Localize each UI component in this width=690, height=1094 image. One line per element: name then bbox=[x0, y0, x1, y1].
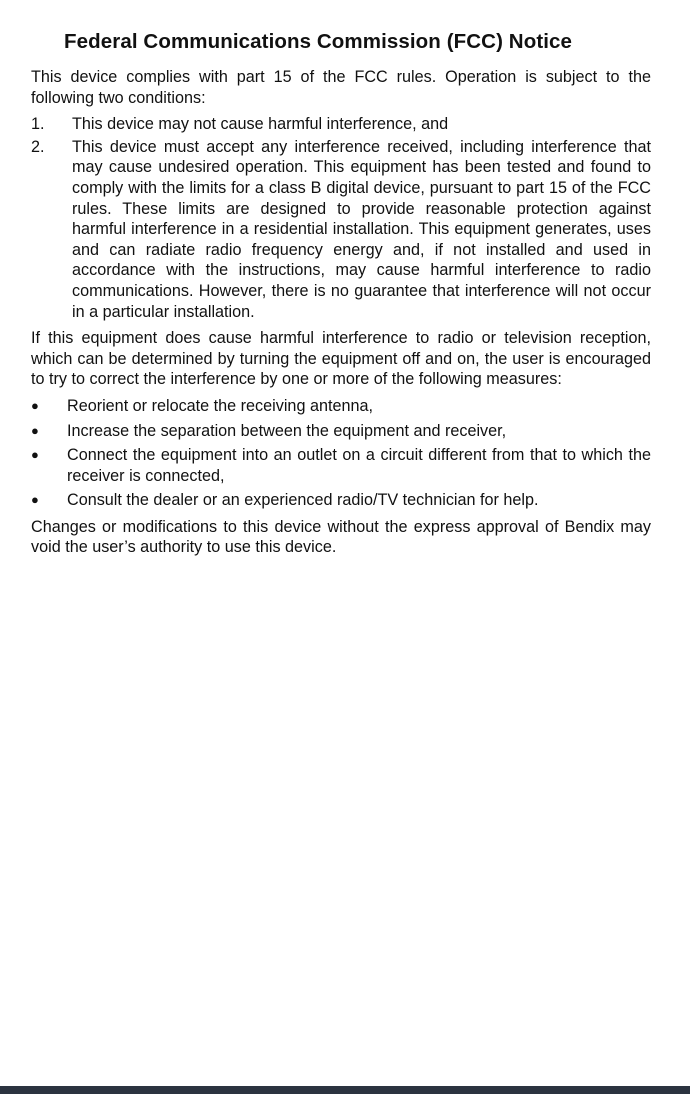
conditions-list bbox=[31, 114, 651, 322]
bullet-icon: ● bbox=[31, 422, 39, 438]
measure-item-1 bbox=[31, 396, 651, 417]
intro-paragraph: This device complies with part 15 of the FCC rules. Operation is subject to the following two conditions: bbox=[31, 68, 651, 107]
measure-text: Consult the dealer or an experienced radio/TV technician for help. bbox=[67, 491, 539, 510]
condition-number: 1. bbox=[31, 115, 45, 134]
condition-text: This device must accept any interference received, including interference that may cause undesired operation. This equipment has been tested and found to comply with the limits for a class B digital device, pursuant to part 15 of the FCC rules. These limits are designed to provide reasonable protection against harmful interference in a residential installation. This equipment generates, uses and can radiate radio frequency energy and, if not installed and used in accordance with the instructions, may cause harmful interference to radio communications. However, there is no guarantee that interference will not occur in a particular installation. bbox=[72, 137, 651, 321]
measure-text: Reorient or relocate the receiving antenna, bbox=[67, 396, 373, 415]
condition-item-1 bbox=[31, 114, 651, 135]
measure-item-3 bbox=[31, 445, 651, 486]
condition-text: This device may not cause harmful interference, and bbox=[72, 115, 449, 134]
bullet-icon: ● bbox=[31, 397, 39, 413]
condition-number: 2. bbox=[31, 137, 45, 156]
measure-item-2 bbox=[31, 421, 651, 442]
measures-intro-paragraph: If this equipment does cause harmful interference to radio or television reception, which can be determined by turning the equipment off and on, the user is encouraged to try to correct the interference by one or more of the following measures: bbox=[31, 329, 651, 389]
bullet-icon: ● bbox=[31, 447, 39, 463]
condition-item-2 bbox=[31, 137, 651, 322]
bullet-icon: ● bbox=[31, 492, 39, 508]
measures-list bbox=[31, 396, 651, 511]
closing-paragraph: Changes or modifications to this device without the express approval of Bendix may void the user’s authority to use this device. bbox=[31, 517, 651, 557]
page-title: Federal Communications Commission (FCC) Notice bbox=[64, 30, 573, 53]
measure-text: Increase the separation between the equipment and receiver, bbox=[67, 421, 507, 440]
measure-item-4 bbox=[31, 490, 651, 511]
footer-bar bbox=[0, 1086, 690, 1094]
measure-text: Connect the equipment into an outlet on a circuit different from that to which the receiver is connected, bbox=[67, 446, 651, 485]
